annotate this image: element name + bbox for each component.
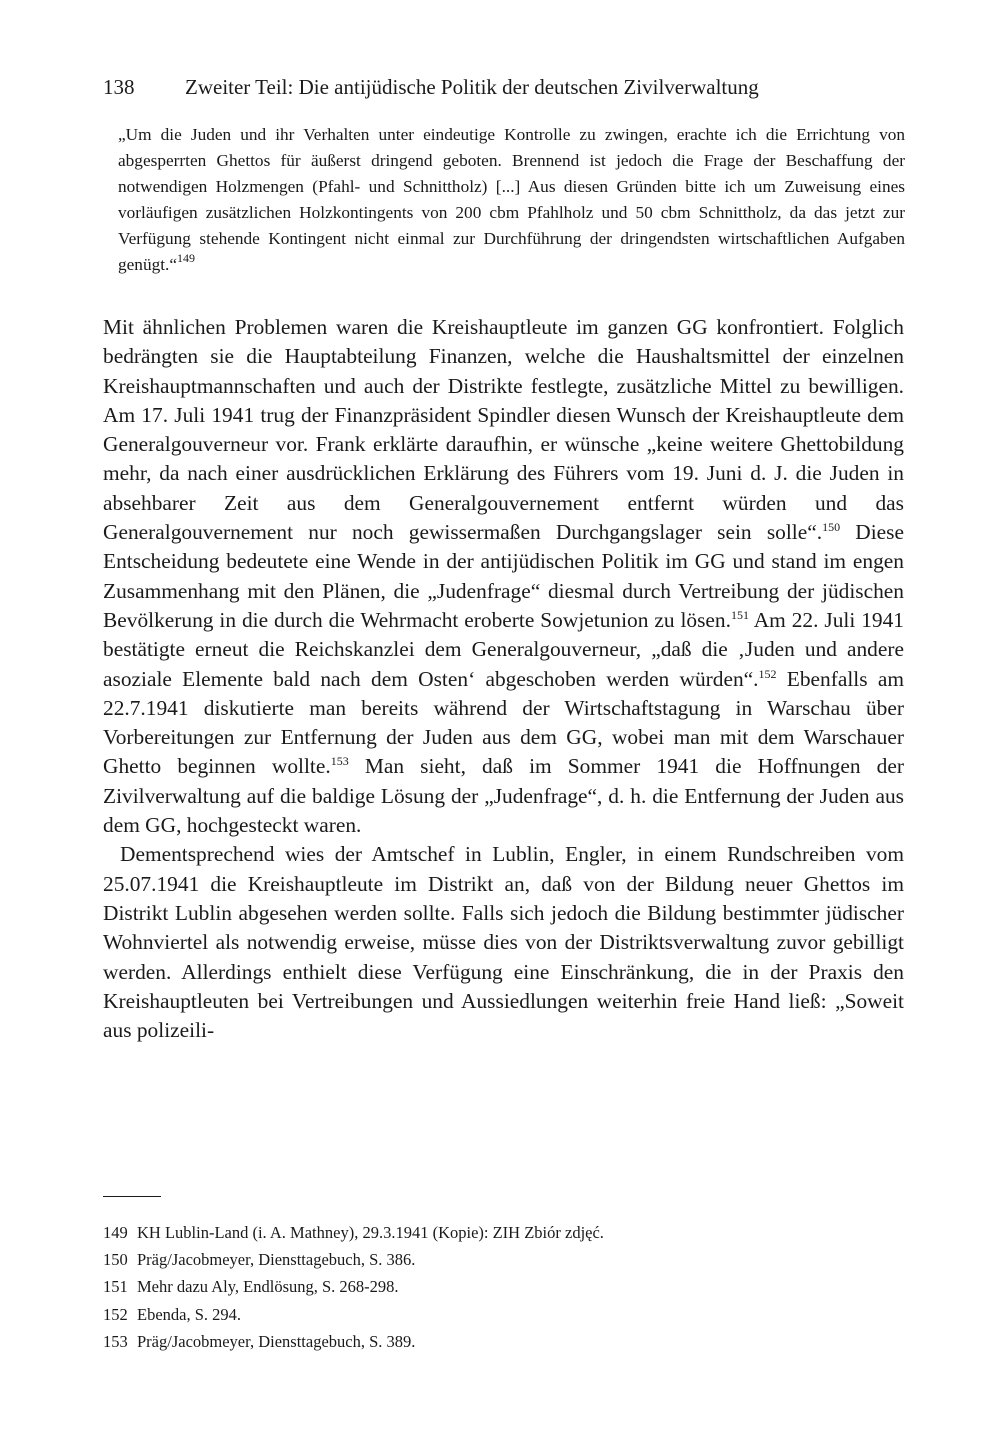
footnote-divider	[103, 1196, 161, 1197]
footnote-text: Mehr dazu Aly, Endlösung, S. 268-298.	[137, 1277, 399, 1297]
paragraph-1-sentence-1: Mit ähnlichen Problemen waren die Kreishauptleute im ganzen GG konfrontiert. Folglich bedrängten sie die Hauptabteilung Finanzen, welche die Haushaltsmittel der einzelnen Kreishauptmannschaften und auch der Distrikte festlegte, zusätzliche Mittel zu bewilligen. Am 17. Juli 1941 trug der Finanzpräsident Spindler diesen Wunsch der Kreishauptleute dem Generalgouverneur vor. Frank erklärte daraufhin, er wünsche „keine weitere Ghettobildung mehr, da nach einer ausdrücklichen Erklärung des Führers vom 19. Juni d. J. die Juden in absehbarer Zeit aus dem Generalgouvernement entfernt würden und das Generalgouvernement nur noch gewissermaßen Durchgangslager sein solle“.	[103, 315, 904, 545]
footnote-number: 149	[103, 1223, 128, 1242]
footnote-ref-153[interactable]: 153	[330, 754, 349, 769]
footnote-ref-151[interactable]: 151	[730, 607, 749, 622]
footnote-ref-150[interactable]: 150	[822, 520, 841, 535]
paragraph-1-sentence-3: Am 22. Juli 1941 bestätigte erneut die Reichskanzlei dem Generalgouverneur, „daß die ‚Juden und andere asoziale Elemente bald nach dem Osten‘ abgeschoben werden würden“.	[103, 607, 904, 691]
footnotes	[103, 1219, 903, 1355]
paragraph-1-sentence-2: Diese Entscheidung bedeutete eine Wende in der antijüdischen Politik im GG und stand im engen Zusammenhang mit den Plänen, die „Judenfrage“ diesmal durch Vertreibung der jüdischen Bevölkerung in die durch die Wehrmacht eroberte Sowjetunion zu lösen.	[103, 520, 904, 632]
footnote-number: 153	[103, 1331, 128, 1351]
page-number: 138	[103, 75, 135, 99]
quote-paragraph	[118, 122, 905, 278]
paragraph-2-text: Dementsprechend wies der Amtschef in Lublin, Engler, in einem Rundschreiben vom 25.07.1941 die Kreishauptleute im Distrikt an, daß von der Bildung neuer Ghettos im Distrikt Lublin abgesehen werden sollte. Falls sich jedoch die Bildung bestimmter jüdischer Wohnviertel als notwendig erweise, müsse dies von der Distriktsverwaltung zuvor gebilligt werden. Allerdings enthielt diese Verfügung eine Einschränkung, die in der Praxis den Kreishauptleuten bei Vertreibungen und Aussiedlungen weiterhin freie Hand ließ: „Soweit aus polizeili-	[103, 842, 904, 1043]
footnote-152	[103, 1301, 903, 1328]
footnote-149	[103, 1219, 903, 1246]
running-header	[103, 72, 903, 102]
main-text	[103, 313, 904, 1045]
footnote-150	[103, 1246, 903, 1273]
paragraph-1	[103, 313, 904, 840]
footnote-number: 152	[103, 1304, 128, 1324]
block-quote	[118, 122, 905, 278]
paragraph-1-sentence-4: Ebenfalls am 22.7.1941 diskutierte man bereits während der Wirtschaftstagung in Warschau über Vorbereitungen zur Entfernung der Juden aus dem GG, wobei man mit dem Warschauer Ghetto beginnen wollte.	[103, 666, 905, 779]
footnote-151	[103, 1273, 903, 1300]
footnote-text: Ebenda, S. 294.	[137, 1304, 242, 1324]
paragraph-1-sentence-5: Man sieht, daß im Sommer 1941 die Hoffnungen der Zivilverwaltung auf die baldige Lösung der „Judenfrage“, d. h. die Entfernung der Juden aus dem GG, hochgesteckt waren.	[103, 754, 904, 838]
footnote-number: 150	[103, 1250, 128, 1270]
footnote-number: 151	[103, 1277, 128, 1297]
footnote-153	[103, 1328, 903, 1355]
paragraph-2	[103, 840, 904, 1045]
footnote-ref-149[interactable]: 149	[177, 251, 196, 265]
running-title: Zweiter Teil: Die antijüdische Politik der deutschen Zivilverwaltung	[185, 75, 759, 99]
footnote-text: KH Lublin-Land (i. A. Mathney), 29.3.1941 (Kopie): ZIH Zbiór zdjęć.	[137, 1223, 604, 1242]
footnote-ref-152[interactable]: 152	[758, 666, 777, 681]
footnote-text: Präg/Jacobmeyer, Diensttagebuch, S. 389.	[137, 1331, 416, 1351]
quote-text: „Um die Juden und ihr Verhalten unter eindeutige Kontrolle zu zwingen, erachte ich die Errichtung von abgesperrten Ghettos für äußerst dringend geboten. Brennend ist jedoch die Frage der Beschaffung der notwendigen Holzmengen (Pfahl- und Schnittholz) [...] Aus diesen Gründen bitte ich um Zuweisung eines vorläufigen zusätzlichen Holzkontingents von 200 cbm Pfahlholz und 50 cbm Schnittholz, da das jetzt zur Verfügung stehende Kontingent nicht einmal zur Durchführung der dringendsten wirtschaftlichen Aufgaben genügt.“	[118, 125, 905, 274]
footnote-text: Präg/Jacobmeyer, Diensttagebuch, S. 386.	[137, 1250, 416, 1270]
